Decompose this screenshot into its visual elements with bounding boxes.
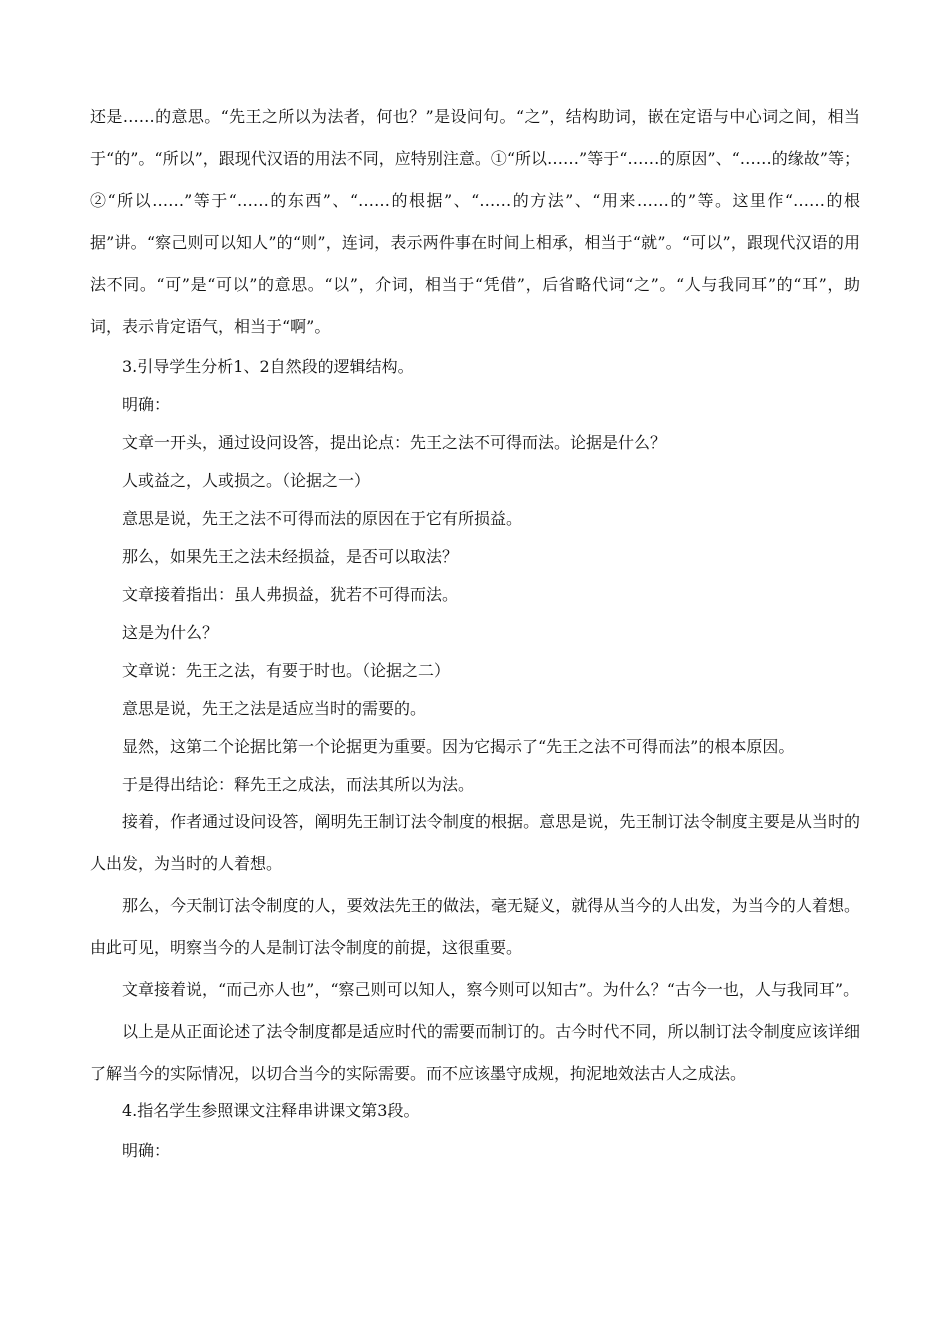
- body-paragraph: 意思是说，先王之法不可得而法的原因在于它有所损益。: [122, 509, 523, 528]
- body-paragraph: 接着，作者通过设问设答，阐明先王制订法令制度的根据。意思是说，先王制订法令制度主要是从当时的人出发，为当时的人着想。: [90, 812, 860, 873]
- body-paragraph: 文章接着说，“而己亦人也”，“察己则可以知人，察今则可以知古”。为什么？“古今一也，人与我同耳”。: [122, 980, 860, 999]
- step-heading: 4.指名学生参照课文注释串讲课文第3段。: [122, 1101, 420, 1120]
- body-paragraph: 这是为什么？: [122, 623, 219, 642]
- body-paragraph: 文章接着指出：虽人弗损益，犹若不可得而法。: [122, 585, 459, 604]
- body-paragraph: 那么，今天制订法令制度的人，要效法先王的做法，毫无疑义，就得从当今的人出发，为当今的人着想。由此可见，明察当今的人是制订法令制度的前提，这很重要。: [90, 896, 860, 957]
- step-heading: 3.引导学生分析1、2自然段的逻辑结构。: [122, 357, 414, 376]
- body-paragraph: 显然，这第二个论据比第一个论据更为重要。因为它揭示了“先王之法不可得而法”的根本原因。: [122, 737, 795, 756]
- body-paragraph: 人或益之，人或损之。（论据之一）: [122, 471, 371, 490]
- body-paragraph: 于是得出结论：释先王之成法，而法其所以为法。: [122, 775, 475, 794]
- body-paragraph: 文章一开头，通过设问设答，提出论点：先王之法不可得而法。论据是什么？: [122, 433, 667, 452]
- clarify-label: 明确：: [122, 1141, 171, 1160]
- body-paragraph: 那么，如果先王之法未经损益，是否可以取法？: [122, 547, 459, 566]
- annotation-paragraph: 还是……的意思。“先王之所以为法者，何也？”是设问句。“之”，结构助词，嵌在定语与中心词之间，相当于“的”。“所以”，跟现代汉语的用法不同，应特别注意。①“所以……”等于“……的原因”、“……的缘故”等；②“所以……”等于“……的东西”、“……的根据”、“……的方法”、“用来……的”等。这里作“……的根据”讲。“察己则可以知人”的“则”，连词，表示两件事在时间上相承，相当于“就”。“可以”，跟现代汉语的用法不同。“可”是“可以”的意思。“以”，介词，相当于“凭借”，后省略代词“之”。“人与我同耳”的“耳”，助词，表示肯定语气，相当于“啊”。: [90, 107, 860, 336]
- document-page: [90, 96, 860, 1167]
- clarify-label: 明确：: [122, 395, 171, 414]
- body-paragraph: 以上是从正面论述了法令制度都是适应时代的需要而制订的。古今时代不同，所以制订法令制度应该详细了解当今的实际情况，以切合当今的实际需要。而不应该墨守成规，拘泥地效法古人之成法。: [90, 1022, 860, 1083]
- body-paragraph: 意思是说，先王之法是适应当时的需要的。: [122, 699, 427, 718]
- body-paragraph: 文章说：先王之法，有要于时也。（论据之二）: [122, 661, 451, 680]
